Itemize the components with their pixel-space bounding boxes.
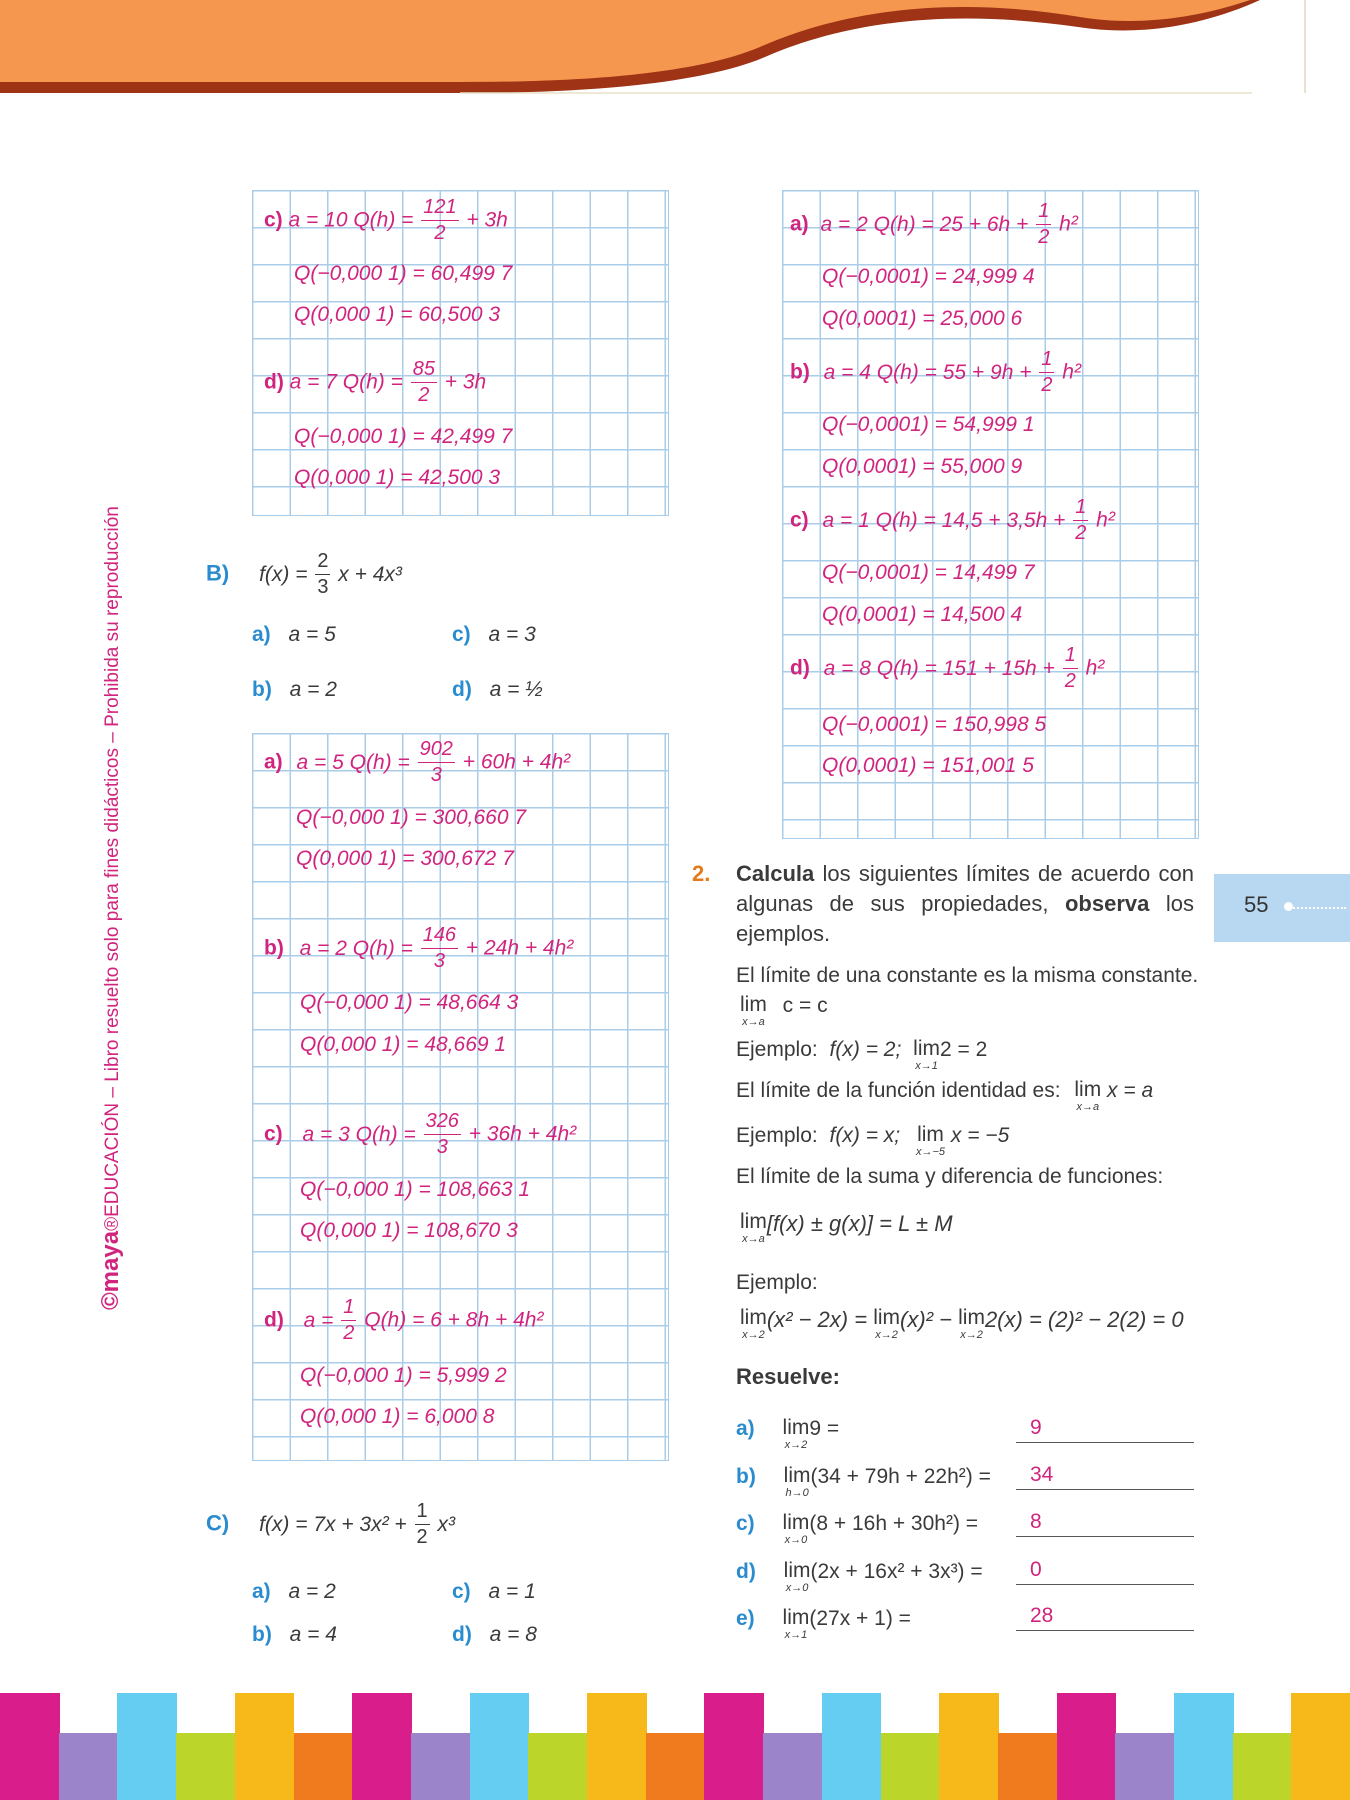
left-grid1-item-d: d) a = 7 Q(h) = $\frac{85}{2}$ + 3h — [264, 358, 487, 406]
footer-stripe-short — [646, 1733, 706, 1800]
answer-field-d[interactable]: 0 — [1016, 1558, 1194, 1585]
dot-marker — [1284, 902, 1293, 911]
sum-limit-formula: lim x→a [f(x) ± g(x)] = L ± M — [740, 1210, 953, 1245]
resuelve-heading: Resuelve: — [736, 1364, 840, 1389]
exercise-2-instructions: Calcula los siguientes límites de acuerdo con algunas de sus propiedades, observa los ejemplos. — [736, 861, 1194, 946]
exercise-2-number: 2. — [692, 861, 711, 886]
right-grid-a-line2: Q(0,0001) = 25,000 6 — [822, 307, 1023, 330]
left-grid2-c-line2: Q(0,000 1) = 108,670 3 — [300, 1219, 518, 1242]
left-grid1-c-line1: Q(−0,000 1) = 60,499 7 — [294, 262, 513, 285]
section-c-option-c: c) a = 1 — [452, 1580, 536, 1603]
answer-field-b[interactable]: 34 — [1016, 1463, 1194, 1490]
footer-stripes — [0, 1693, 1350, 1800]
footer-stripe-short — [528, 1733, 588, 1800]
right-grid-c-line2: Q(0,0001) = 14,500 4 — [822, 603, 1023, 626]
example-3-label: Ejemplo: — [736, 1271, 818, 1294]
side-copyright-text: ©maya®EDUCACIÓN – Libro resuelto solo para fines didácticos – Prohibida su reproducción — [97, 506, 124, 1310]
answer-field-a[interactable]: 9 — [1016, 1416, 1194, 1443]
footer-stripe-tall — [939, 1693, 999, 1800]
footer-stripe-short — [763, 1733, 823, 1800]
section-b-option-d: d) a = ½ — [452, 678, 543, 701]
right-grid-d-line2: Q(0,0001) = 151,001 5 — [822, 754, 1034, 777]
left-grid-2 — [252, 733, 669, 1461]
left-grid2-item-a: a) a = 5 Q(h) = $\frac{902}{3}$ + 60h + 4h² — [264, 738, 571, 786]
footer-stripe-short — [1233, 1733, 1293, 1800]
right-grid-item-b: b) a = 4 Q(h) = 55 + 9h + $\frac{1}{2}$ h² — [790, 348, 1081, 396]
footer-stripe-tall — [117, 1693, 177, 1800]
left-grid2-b-line1: Q(−0,000 1) = 48,664 3 — [300, 991, 519, 1014]
constant-limit-rule: El límite de una constante es la misma constante. — [736, 964, 1199, 987]
footer-stripe-short — [998, 1733, 1058, 1800]
section-b-option-c: c) a = 3 — [452, 623, 536, 646]
left-grid2-a-line2: Q(0,000 1) = 300,672 7 — [296, 847, 514, 870]
section-c-option-d: d) a = 8 — [452, 1623, 537, 1646]
footer-stripe-short — [176, 1733, 236, 1800]
section-c-option-a: a) a = 2 — [252, 1580, 336, 1603]
header-wave — [0, 0, 1350, 100]
footer-stripe-short — [1115, 1733, 1175, 1800]
left-grid2-item-d: d) a = $\frac{1}{2}$ Q(h) = 6 + 8h + 4h² — [264, 1296, 544, 1344]
identity-limit-rule: El límite de la función identidad es: lim x→a x = a — [736, 1078, 1154, 1113]
right-grid-b-line2: Q(0,0001) = 55,000 9 — [822, 455, 1023, 478]
section-b-heading: B) f(x) = $\frac{2}{3}$ x + 4x³ — [206, 550, 402, 598]
example-2: Ejemplo: f(x) = x; lim x→−5 x = −5 — [736, 1123, 1010, 1158]
footer-stripe-short — [294, 1733, 354, 1800]
right-grid-item-c: c) a = 1 Q(h) = 14,5 + 3,5h + $\frac{1}{2}$ h² — [790, 496, 1115, 544]
left-grid2-item-c: c) a = 3 Q(h) = $\frac{326}{3}$ + 36h + 4h² — [264, 1110, 577, 1158]
page-number: 55 — [1244, 892, 1269, 917]
constant-limit-formula: lim x→a c = c — [740, 993, 828, 1028]
right-grid-a-line1: Q(−0,0001) = 24,999 4 — [822, 265, 1035, 288]
footer-stripe-tall — [822, 1693, 882, 1800]
section-c-option-b: b) a = 4 — [252, 1623, 337, 1646]
footer-stripe-tall — [352, 1693, 412, 1800]
left-grid1-c-line2: Q(0,000 1) = 60,500 3 — [294, 303, 501, 326]
footer-stripe-short — [411, 1733, 471, 1800]
example-3-formula: lim x→2 (x² − 2x) = lim x→2 (x)² − lim x→2 2(x) = (2)² − 2(2) = 0 — [740, 1306, 1184, 1341]
section-c-heading: C) f(x) = 7x + 3x² + $\frac{1}{2}$ x³ — [206, 1500, 455, 1548]
left-grid2-a-line1: Q(−0,000 1) = 300,660 7 — [296, 806, 527, 829]
footer-stripe-tall — [1291, 1693, 1350, 1800]
left-grid2-d-line2: Q(0,000 1) = 6,000 8 — [300, 1405, 495, 1428]
answer-field-e[interactable]: 28 — [1016, 1604, 1194, 1631]
section-b-option-b: b) a = 2 — [252, 678, 337, 701]
footer-stripe-tall — [470, 1693, 530, 1800]
left-grid1-item-c: c) a = 10 Q(h) = $\frac{121}{2}$ + 3h — [264, 196, 508, 244]
right-grid-b-line1: Q(−0,0001) = 54,999 1 — [822, 413, 1035, 436]
footer-stripe-tall — [587, 1693, 647, 1800]
resuelve-item-a: a) lim x→2 9 = — [736, 1416, 840, 1451]
answer-field-c[interactable]: 8 — [1016, 1510, 1194, 1537]
brand-logo: ©maya — [97, 1230, 124, 1310]
footer-stripe-short — [59, 1733, 119, 1800]
right-grid-c-line1: Q(−0,0001) = 14,499 7 — [822, 561, 1035, 584]
left-grid2-c-line1: Q(−0,000 1) = 108,663 1 — [300, 1178, 531, 1201]
left-grid2-item-b: b) a = 2 Q(h) = $\frac{146}{3}$ + 24h + 4h² — [264, 924, 574, 972]
sum-limit-rule: El límite de la suma y diferencia de funciones: — [736, 1165, 1164, 1188]
section-b-option-a: a) a = 5 — [252, 623, 336, 646]
footer-stripe-tall — [704, 1693, 764, 1800]
left-grid1-d-line2: Q(0,000 1) = 42,500 3 — [294, 466, 501, 489]
footer-stripe-tall — [1057, 1693, 1117, 1800]
footer-stripe-short — [881, 1733, 941, 1800]
right-grid-item-a: a) a = 2 Q(h) = 25 + 6h + $\frac{1}{2}$ h² — [790, 200, 1078, 248]
resuelve-item-c: c) lim x→0 (8 + 16h + 30h²) = — [736, 1511, 979, 1546]
dotted-line — [1290, 907, 1346, 909]
left-grid2-d-line1: Q(−0,000 1) = 5,999 2 — [300, 1364, 507, 1387]
resuelve-item-b: b) lim h→0 (34 + 79h + 22h²) = — [736, 1464, 991, 1499]
footer-stripe-tall — [0, 1693, 60, 1800]
page-number-tab — [1214, 874, 1350, 942]
resuelve-item-e: e) lim x→1 (27x + 1) = — [736, 1606, 911, 1641]
left-grid1-d-line1: Q(−0,000 1) = 42,499 7 — [294, 425, 513, 448]
right-grid-d-line1: Q(−0,0001) = 150,998 5 — [822, 713, 1047, 736]
left-grid2-b-line2: Q(0,000 1) = 48,669 1 — [300, 1033, 507, 1056]
right-grid-item-d: d) a = 8 Q(h) = 151 + 15h + $\frac{1}{2}$ h² — [790, 644, 1105, 692]
footer-stripe-tall — [1174, 1693, 1234, 1800]
footer-stripe-tall — [235, 1693, 295, 1800]
resuelve-item-d: d) lim x→0 (2x + 16x² + 3x³) = — [736, 1559, 983, 1594]
example-1: Ejemplo: f(x) = 2; lim x→1 2 = 2 — [736, 1037, 988, 1072]
